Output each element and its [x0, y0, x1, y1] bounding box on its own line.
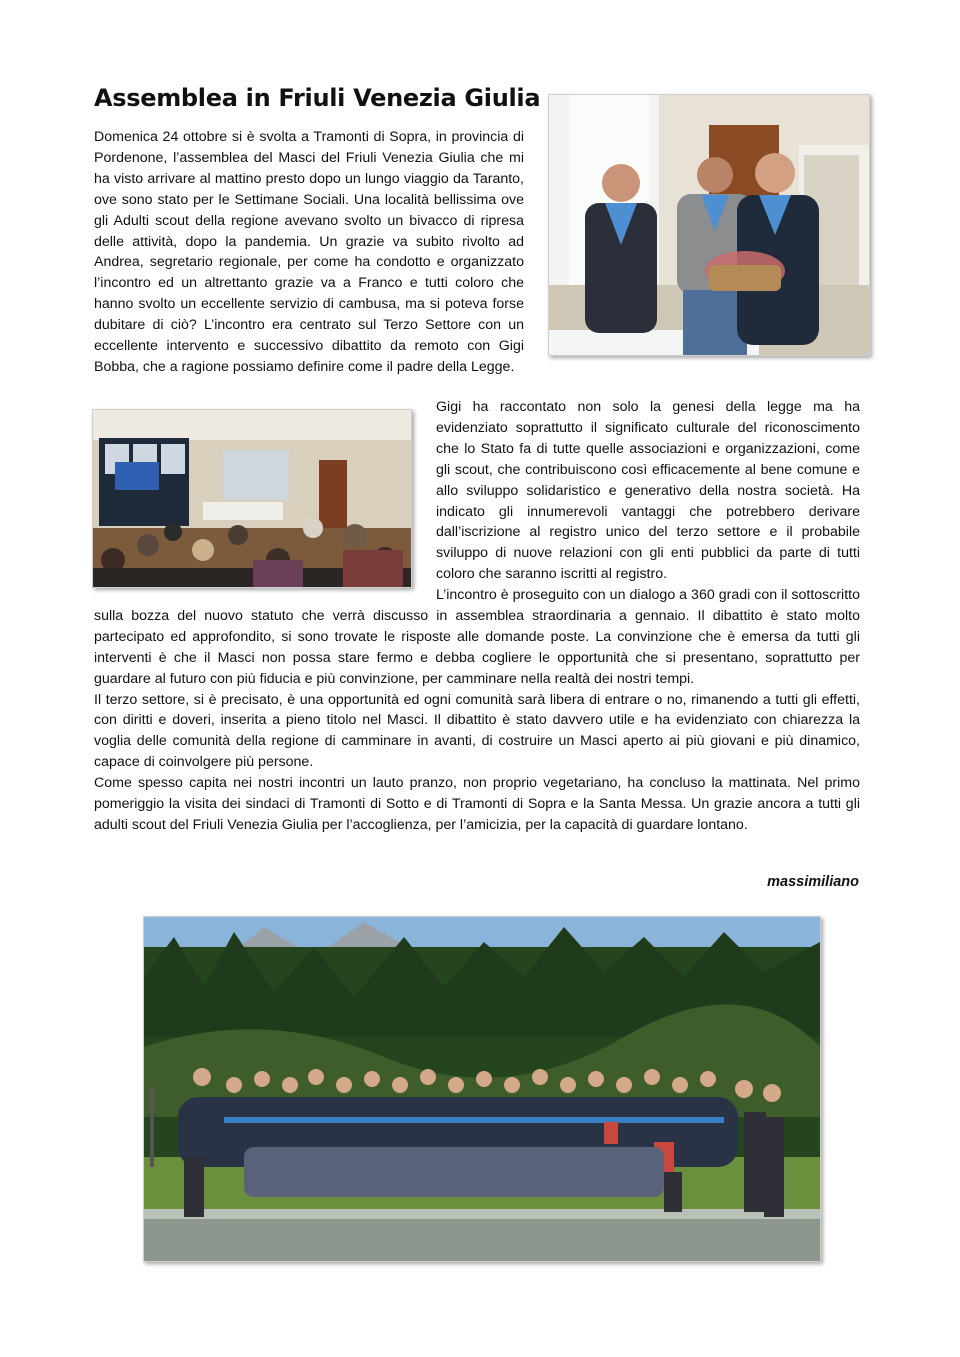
photo-meeting-room — [92, 409, 412, 588]
paragraph-gigi: Gigi ha raccontato non solo la genesi della legge ma ha evidenziato soprattutto il significato culturale del riconoscimento che lo Stato fa di tutte quelle associazioni e organizzazioni, come gli scout, che contribuiscono così efficacemente al bene comune e allo sviluppo solidaristico e generativo della nostra società. Ha indicato gli innumerevoli vantaggi che potrebbero derivare dall’iscrizione al registro unico del terzo settore e il probabile sviluppo di nuove relazioni con gli enti pubblici da parte di tutti coloro che saranno iscritti al registro. — [436, 399, 860, 583]
article-title: Assemblea in Friuli Venezia Giulia — [94, 84, 541, 112]
photo-group-outdoor — [143, 916, 821, 1262]
author-signature: massimiliano — [767, 874, 859, 890]
body-text — [94, 585, 860, 836]
photo-three-men-with-gift — [548, 94, 870, 356]
paragraph-intro: Domenica 24 ottobre si è svolta a Tramonti di Sopra, in provincia di Pordenone, l’assemblea del Masci del Friuli Venezia Giulia che mi ha visto arrivare al mattino presto dopo un lungo viaggio da Taranto, ove sono stato per le Settimane Sociali. Una località bellissima ove gli Adulti scout della regione avevano svolto un bivacco di ripresa delle attività, dopo la pandemia. Un grazie va subito rivolto ad Andrea, segretario regionale, per come ha condotto e organizzato l’incontro ed un altrettanto grazie va a Franco e tutti coloro che hanno svolto un eccellente servizio di cambusa, ma si poteva forse dubitare di ciò? L’incontro era centrato sul Terzo Settore con un eccellente intervento e successivo dibattito da remoto con Gigi Bobba, che a ragione possiamo definire come il padre della Legge. — [94, 129, 524, 375]
paragraph-dialogue: L’incontro è proseguito con un dialogo a 360 gradi con il sottoscritto sulla bozza del nuovo statuto che verrà discusso in assemblea straordinaria a gennaio. Il dibattito è stato molto partecipato ed approfondito, si sono trovate le risposte alle domande poste. La convinzione che è emersa da tutti gli interventi è che il Masci non possa stare fermo e debba cogliere le opportunità che si presentano, soprattutto per guardare al futuro con più fiducia e più convinzione, per camminare nella realtà dei nostri tempi. — [94, 587, 860, 687]
paragraph-third-sector: Il terzo settore, si è precisato, è una opportunità ed ogni comunità sarà libera di entrare o no, rimanendo a tutti gli effetti, con diritti e doveri, inserita a pieno titolo nel Masci. Il dibattito è stato davvero utile e ha evidenziato con chiarezza la voglia delle comunità della regione di camminare in avanti, di costruire un Masci aperto ai più giovani e più dinamico, capace di coinvolgere più persone. — [94, 691, 860, 771]
paragraph-closing: Come spesso capita nei nostri incontri un lauto pranzo, non proprio vegetariano, ha concluso la mattinata. Nel primo pomeriggio la visita dei sindaci di Tramonti di Sotto e di Tramonti di Sopra e la Santa Messa. Un grazie ancora a tutti gli adulti scout del Friuli Venezia Giulia per l’accoglienza, per l’amicizia, per la capacità di guardare lontano. — [94, 775, 860, 833]
